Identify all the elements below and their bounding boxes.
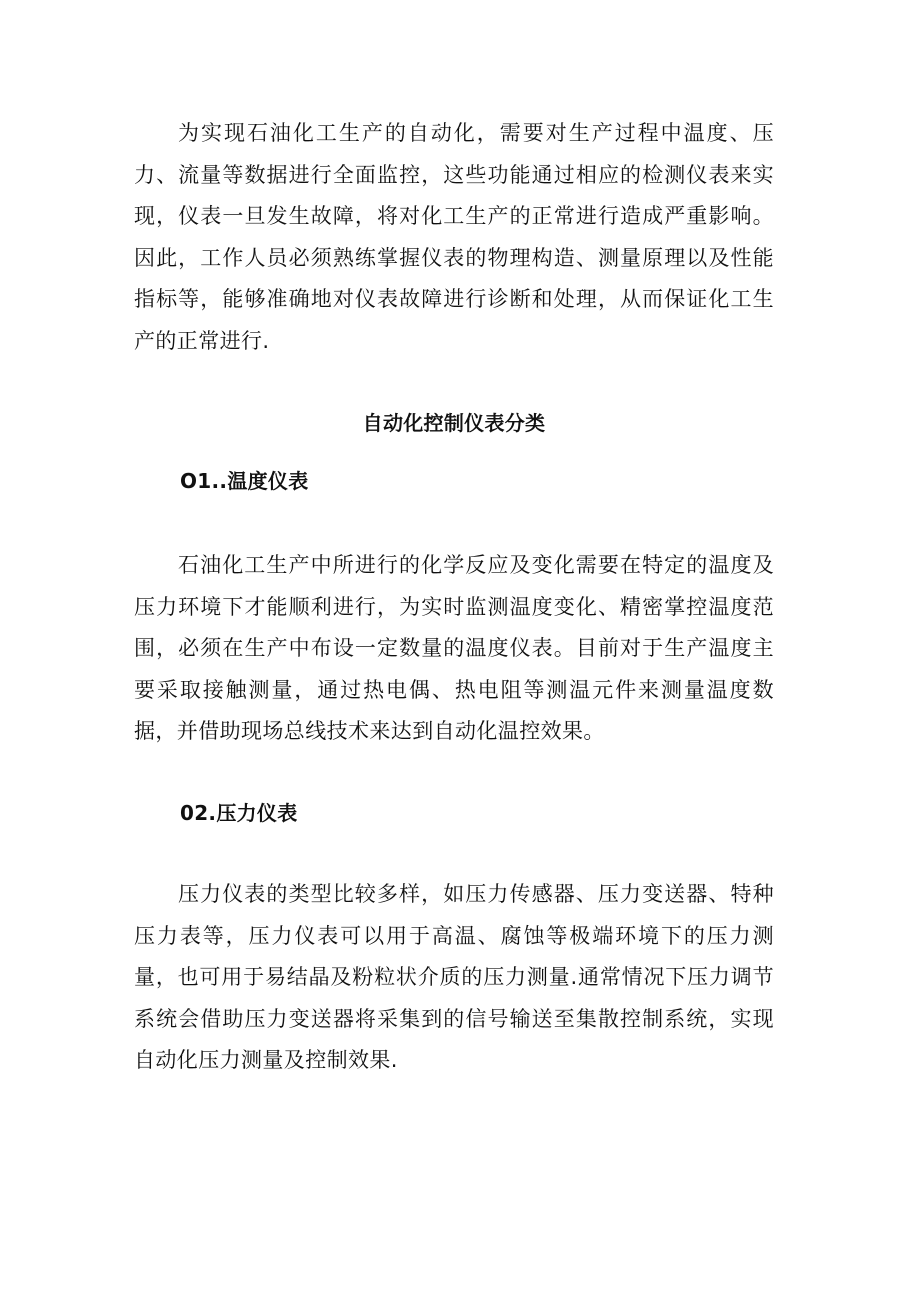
intro-paragraph: 为实现石油化工生产的自动化，需要对生产过程中温度、压力、流量等数据进行全面监控，这些功能通过相应的检测仪表来实现，仪表一旦发生故障，将对化工生产的正常进行造成严重影响。因此，工作人员必须熟练掌握仪表的物理构造、测量原理以及性能指标等，能够准确地对仪表故障进行诊断和处理，从而保证化工生产的正常进行. — [134, 121, 774, 353]
pressure-instruments-paragraph: 压力仪表的类型比较多样，如压力传感器、压力变送器、特种压力表等，压力仪表可以用于高温、腐蚀等极端环境下的压力测量，也可用于易结晶及粉粒状介质的压力测量.通常情况下压力调节系统会借助压力变送器将采集到的信号输送至集散控制系统，实现自动化压力测量及控制效果. — [134, 882, 774, 1072]
heading-temperature-instruments: O1..温度仪表 — [180, 469, 309, 493]
heading-pressure-instruments: 02.压力仪表 — [180, 801, 298, 825]
temperature-instruments-paragraph: 石油化工生产中所进行的化学反应及变化需要在特定的温度及压力环境下才能顺利进行，为实时监测温度变化、精密掌控温度范围，必须在生产中布设一定数量的温度仪表。目前对于生产温度主要采取接触测量，通过热电偶、热电阻等测温元件来测量温度数据，并借助现场总线技术来达到自动化温控效果。 — [134, 553, 774, 743]
section-title: 自动化控制仪表分类 — [362, 411, 546, 435]
